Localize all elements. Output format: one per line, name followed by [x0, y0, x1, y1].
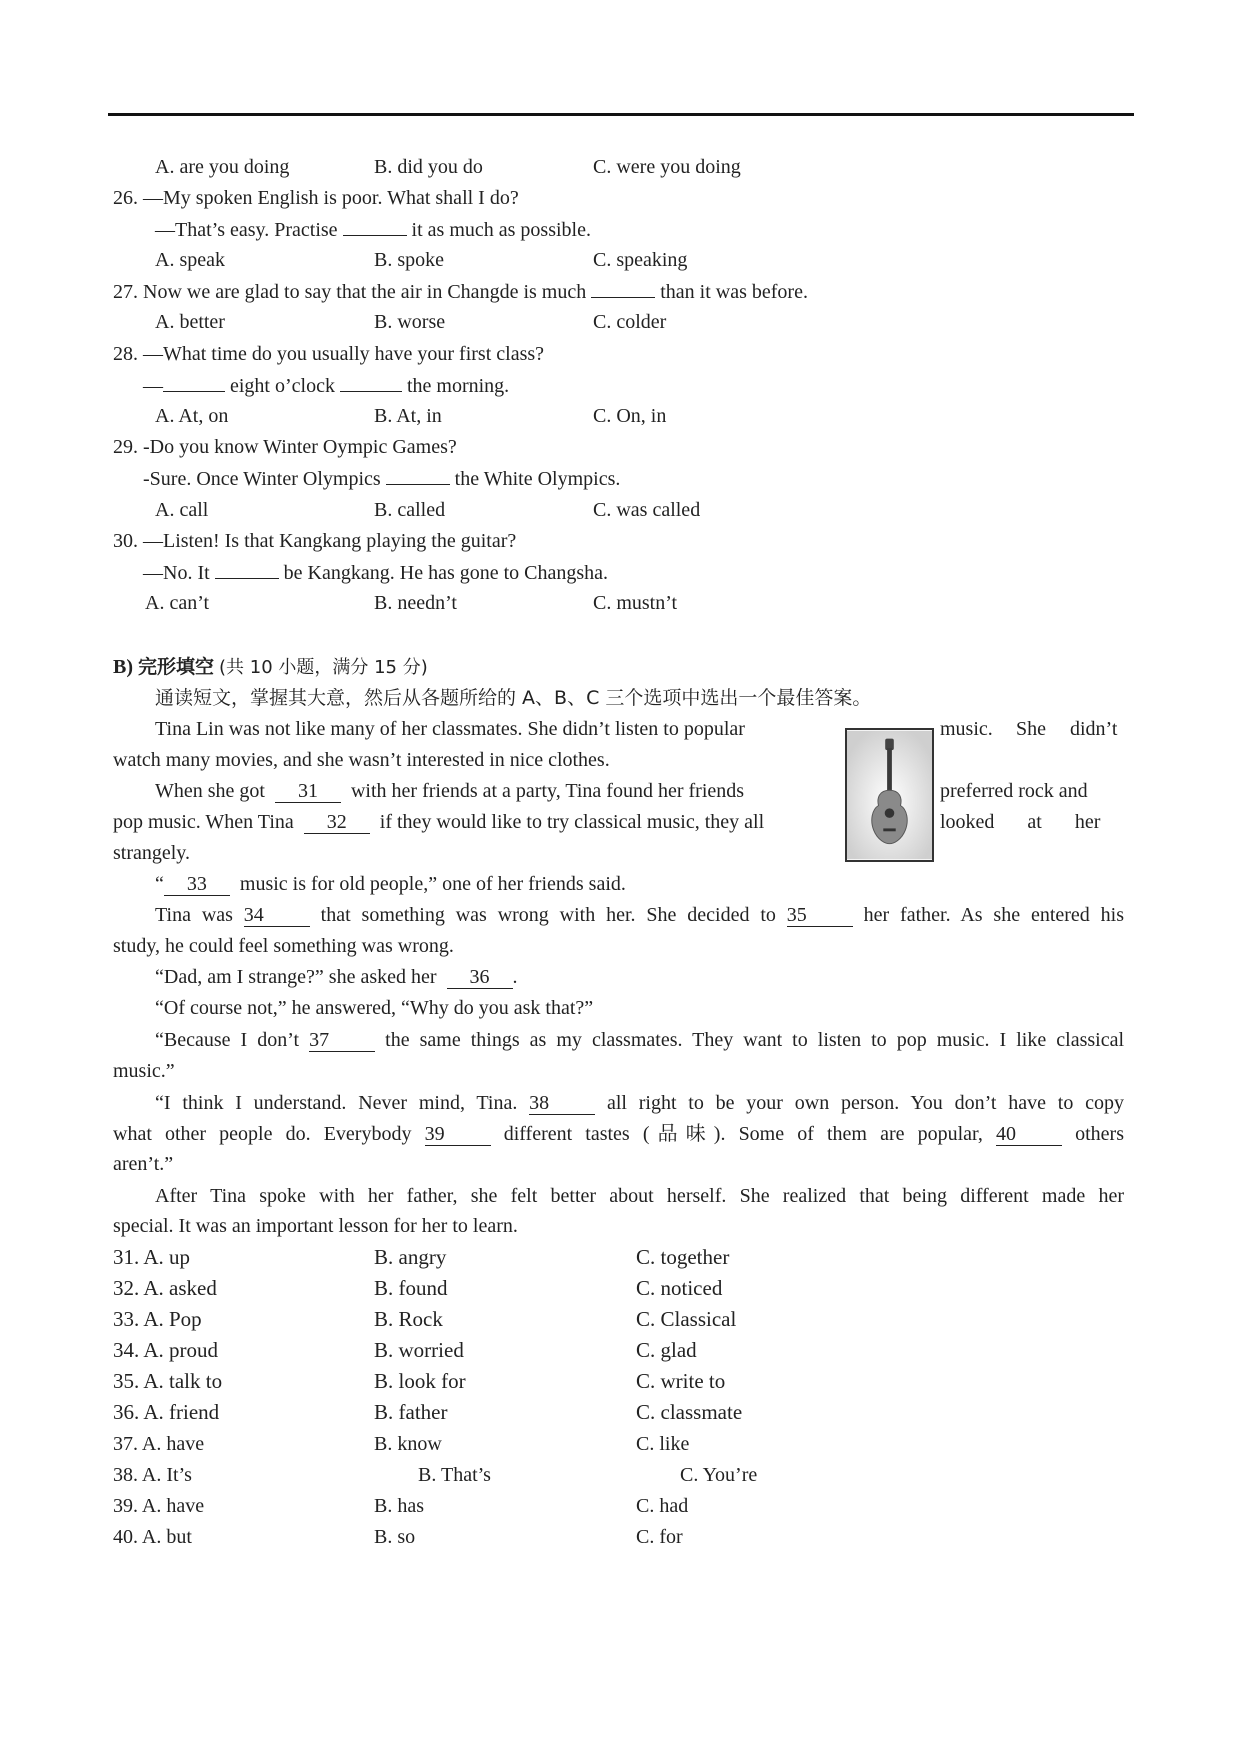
- guitar-image: [845, 728, 934, 862]
- answer-34-a: 34. A. proud: [113, 1338, 218, 1362]
- answer-32-a: 32. A. asked: [113, 1276, 217, 1300]
- passage-p4-text-c: her father. As she entered his: [863, 904, 1125, 926]
- passage-p8-text-c: what other people do. Everybody: [113, 1123, 412, 1145]
- answer-33-b: B. Rock: [374, 1307, 443, 1331]
- answer-33-c: C. Classical: [636, 1307, 737, 1331]
- q30-option-c: C. mustn’t: [593, 592, 678, 614]
- passage-p1-right-didnt: didn’t: [1070, 718, 1118, 740]
- q27-question-start: 27. Now we are glad to say that the air in Changde is much: [113, 281, 587, 303]
- answer-38-b: B. That’s: [418, 1464, 491, 1486]
- q28-blank-1: [163, 371, 225, 392]
- q28-option-b: B. At, in: [374, 405, 442, 427]
- answer-32-b: B. found: [374, 1276, 448, 1300]
- q25-option-a: A. are you doing: [155, 156, 290, 178]
- answer-35-b: B. look for: [374, 1369, 466, 1393]
- q30-response-start: —No. It: [143, 562, 210, 584]
- passage-p5-period: .: [512, 966, 518, 988]
- passage-p3-quote: “: [155, 873, 164, 895]
- answer-33-a: 33. A. Pop: [113, 1307, 202, 1331]
- q29-response: [143, 464, 620, 493]
- passage-p4-text-a: Tina was: [155, 904, 233, 926]
- q29-option-c: C. was called: [593, 499, 701, 521]
- blank-39: 39: [425, 1123, 491, 1146]
- q27-option-c: C. colder: [593, 311, 667, 333]
- answer-39-a: 39. A. have: [113, 1495, 205, 1517]
- passage-p7-line2: music.”: [113, 1060, 175, 1082]
- blank-38: 38: [529, 1092, 595, 1115]
- passage-p1-right-she: She: [1016, 718, 1046, 740]
- passage-p4-text-b: that something was wrong with her. She decided to: [320, 904, 776, 926]
- answer-34-b: B. worried: [374, 1338, 464, 1362]
- passage-p9-line2: special. It was an important lesson for her to learn.: [113, 1215, 518, 1237]
- q29-question: 29. -Do you know Winter Oympic Games?: [113, 436, 457, 458]
- q28-option-c: C. On, in: [593, 405, 667, 427]
- answer-36-b: B. father: [374, 1400, 448, 1424]
- passage-p4-line1: [155, 900, 1124, 931]
- passage-p2-text-a: When she got: [155, 780, 265, 802]
- answer-37-a: 37. A. have: [113, 1433, 205, 1455]
- q27-option-a: A. better: [155, 311, 225, 333]
- q29-response-start: -Sure. Once Winter Olympics: [143, 468, 381, 490]
- header-rule: [108, 113, 1134, 116]
- blank-40: 40: [996, 1123, 1062, 1146]
- answer-37-c: C. like: [636, 1433, 690, 1455]
- answer-31-a: 31. A. up: [113, 1245, 191, 1269]
- answer-40-b: B. so: [374, 1526, 416, 1548]
- q27-question: [113, 277, 808, 306]
- passage-p7-text-b: the same things as my classmates. They want to listen to pop music. I like classical: [385, 1029, 1125, 1051]
- q27-question-end: than it was before.: [660, 281, 808, 303]
- passage-p2-right2: looked at her: [940, 811, 1101, 833]
- passage-p2-line3: strangely.: [113, 842, 191, 864]
- q30-response-end: be Kangkang. He has gone to Changsha.: [283, 562, 609, 584]
- q28-blank-2: [340, 371, 402, 392]
- q29-option-b: B. called: [374, 499, 446, 521]
- answer-40-a: 40. A. but: [113, 1526, 192, 1548]
- q28-question: 28. —What time do you usually have your first class?: [113, 343, 545, 365]
- passage-p5-text-a: “Dad, am I strange?” she asked her: [155, 966, 437, 988]
- q25-option-c: C. were you doing: [593, 156, 741, 178]
- passage-p2-right1: preferred rock and: [940, 780, 1088, 802]
- q26-blank: [343, 215, 407, 236]
- q26-option-a: A. speak: [155, 249, 225, 271]
- answer-37-b: B. know: [374, 1433, 442, 1455]
- blank-34: 34: [244, 904, 310, 927]
- q29-blank: [386, 464, 450, 485]
- answer-32-c: C. noticed: [636, 1276, 723, 1300]
- q26-option-c: C. speaking: [593, 249, 688, 271]
- q29-response-end: the White Olympics.: [454, 468, 621, 490]
- q28-response: [143, 371, 509, 400]
- section-b-heading: [113, 653, 428, 682]
- passage-p6: “Of course not,” he answered, “Why do you ask that?”: [155, 997, 594, 1019]
- q27-option-b: B. worse: [374, 311, 446, 333]
- answer-38-c: C. You’re: [680, 1464, 758, 1486]
- q25-option-b: B. did you do: [374, 156, 483, 178]
- passage-p9-line1: After Tina spoke with her father, she felt better about herself. She realized that being different made her: [155, 1185, 1124, 1207]
- q26-response-end: it as much as possible.: [411, 219, 591, 241]
- section-b-label: B): [113, 656, 133, 678]
- passage-p2-text-d: pop music. When Tina: [113, 811, 294, 833]
- passage-p8-line3: aren’t.”: [113, 1153, 174, 1175]
- q30-option-a: A. can’t: [145, 592, 210, 614]
- passage-p2-line1: [155, 777, 744, 805]
- answer-31-b: B. angry: [374, 1245, 447, 1269]
- passage-p8-text-d: different tastes (品味). Some of them are popular,: [503, 1123, 983, 1145]
- q30-blank: [215, 558, 279, 579]
- q30-question: 30. —Listen! Is that Kangkang playing the guitar?: [113, 530, 517, 552]
- blank-31: 31: [275, 780, 341, 803]
- q26-response: [155, 215, 591, 244]
- q28-dash: —: [143, 375, 163, 397]
- guitar-icon: [847, 730, 932, 860]
- answer-35-a: 35. A. talk to: [113, 1369, 223, 1393]
- passage-p8-text-a: “I think I understand. Never mind, Tina.: [155, 1092, 518, 1114]
- section-b-instruction: 通读短文，掌握其大意，然后从各题所给的 A、B、C 三个选项中选出一个最佳答案。: [155, 687, 872, 709]
- q30-response: [143, 558, 608, 587]
- passage-p2-line2: [113, 808, 764, 836]
- passage-p3-text: music is for old people,” one of her friends said.: [239, 873, 626, 895]
- answer-40-c: C. for: [636, 1526, 683, 1548]
- section-b-score: (共 10 小题，满分 15 分): [219, 657, 428, 678]
- blank-33: 33: [164, 873, 230, 896]
- passage-p7-text-a: “Because I don’t: [155, 1029, 300, 1051]
- q26-question: 26. —My spoken English is poor. What shall I do?: [113, 187, 519, 209]
- answer-39-b: B. has: [374, 1495, 424, 1517]
- q26-response-start: —That’s easy. Practise: [155, 219, 338, 241]
- blank-37: 37: [309, 1029, 375, 1052]
- passage-p7-line1: [155, 1025, 1124, 1056]
- passage-p2-text-b: with her friends at a party, Tina found her friends: [350, 780, 745, 802]
- q30-option-b: B. needn’t: [374, 592, 457, 614]
- passage-p2-text-e: if they would like to try classical music, they all: [379, 811, 765, 833]
- passage-p5: [155, 963, 518, 991]
- passage-p8-line2: [113, 1119, 1124, 1150]
- answer-35-c: C. write to: [636, 1369, 726, 1393]
- q27-blank: [591, 277, 655, 298]
- answer-36-a: 36. A. friend: [113, 1400, 220, 1424]
- passage-p3: [155, 870, 626, 898]
- passage-p1-right-music: music.: [940, 718, 993, 740]
- blank-35: 35: [787, 904, 853, 927]
- passage-p1-line1: Tina Lin was not like many of her classmates. She didn’t listen to popular: [155, 718, 745, 740]
- answer-39-c: C. had: [636, 1495, 689, 1517]
- blank-32: 32: [304, 811, 370, 834]
- answer-36-c: C. classmate: [636, 1400, 743, 1424]
- passage-p1-line2: watch many movies, and she wasn’t interested in nice clothes.: [113, 749, 610, 771]
- passage-p8-text-e: others: [1075, 1123, 1125, 1145]
- answer-34-c: C. glad: [636, 1338, 697, 1362]
- blank-36: 36: [447, 966, 513, 989]
- passage-p8-line1: [155, 1088, 1124, 1119]
- answer-38-a: 38. A. It’s: [113, 1464, 192, 1486]
- q29-option-a: A. call: [155, 499, 209, 521]
- q28-option-a: A. At, on: [155, 405, 229, 427]
- passage-p4-line2: study, he could feel something was wrong.: [113, 935, 454, 957]
- q28-response-end: the morning.: [406, 375, 510, 397]
- q26-option-b: B. spoke: [374, 249, 444, 271]
- section-b-title: 完形填空: [138, 656, 215, 678]
- q28-response-mid: eight o’clock: [230, 375, 335, 397]
- answer-31-c: C. together: [636, 1245, 730, 1269]
- passage-p8-text-b: all right to be your own person. You don’t have to copy: [606, 1092, 1125, 1114]
